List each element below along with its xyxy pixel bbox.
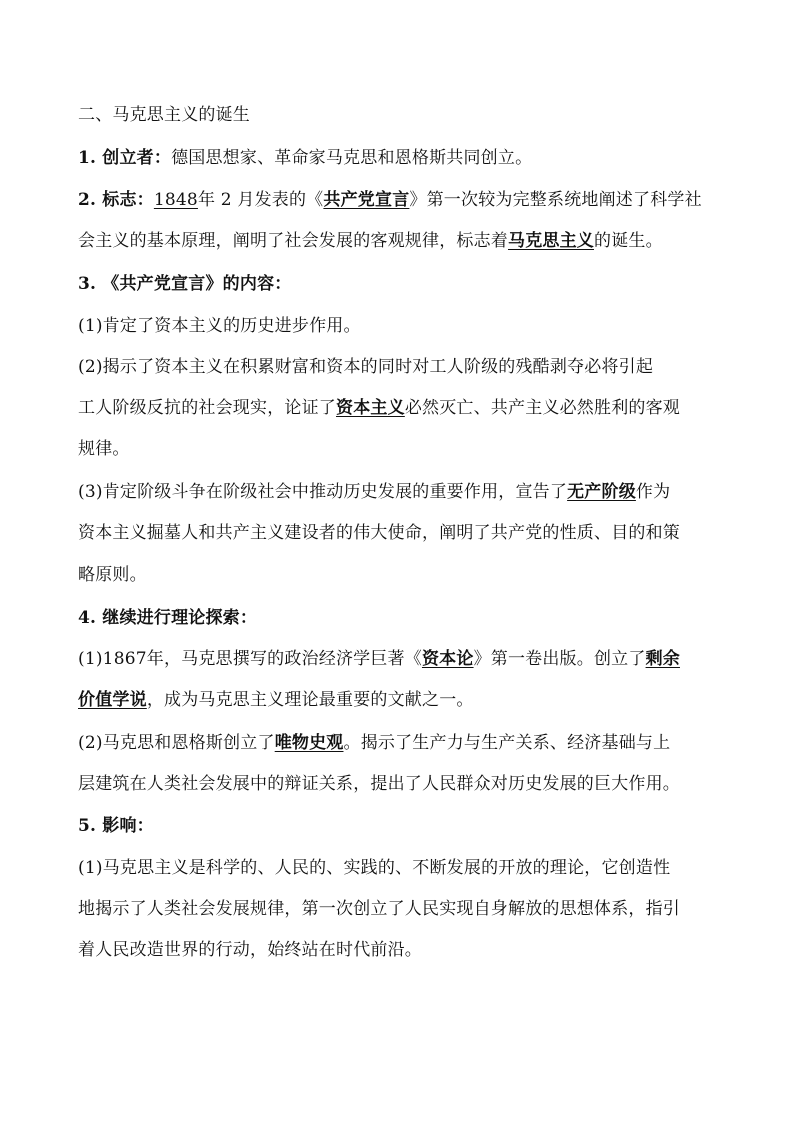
item2-text-a: 年 2 月发表的《 <box>197 190 324 210</box>
item3-p3-line1 <box>78 477 728 507</box>
capitalism-term: 资本主义 <box>336 398 405 418</box>
item4-p2-l2: 层建筑在人类社会发展中的辩证关系，提出了人民群众对历史发展的巨大作用。 <box>78 774 680 794</box>
item4-heading <box>78 603 728 633</box>
item2-line2-b: 的诞生。 <box>594 231 663 251</box>
item3-p2-line2 <box>78 393 728 423</box>
item3-p2-l2-a: 工人阶级反抗的社会现实，论证了 <box>78 398 336 418</box>
marxism-term: 马克思主义 <box>508 231 594 251</box>
item2-text-b: 》第一次较为完整系统地阐述了科学社 <box>409 190 702 210</box>
item3-p2-l3: 规律。 <box>78 439 130 459</box>
item5-label: 5. 影响： <box>78 816 154 836</box>
item4-p1-line2 <box>78 685 728 715</box>
section-title-text: 二、马克思主义的诞生 <box>78 105 250 125</box>
item3-label: 3. 《共产党宣言》的内容： <box>78 274 292 294</box>
item3-p3-line2 <box>78 518 728 548</box>
item4-p1-l1-a: (1)1867年，马克思撰写的政治经济学巨著《 <box>78 649 422 669</box>
surplus-value-term-part1: 剩余 <box>645 649 680 669</box>
item5-l1: (1)马克思主义是科学的、人民的、实践的、不断发展的开放的理论，它创造性 <box>78 858 671 878</box>
item3-heading <box>78 269 728 299</box>
item5-l2: 地揭示了人类社会发展规律，第一次创立了人民实现自身解放的思想体系，指引 <box>78 899 680 919</box>
section-title <box>78 100 728 130</box>
item5-line2 <box>78 894 728 924</box>
year-1848: 1848 <box>153 190 198 210</box>
item4-label: 4. 继续进行理论探索： <box>78 608 258 628</box>
item3-p3-l1-a: (3)肯定阶级斗争在阶级社会中推动历史发展的重要作用，宣告了 <box>78 482 568 502</box>
item4-p2-line1 <box>78 728 728 758</box>
item3-p2-l1: (2)揭示了资本主义在积累财富和资本的同时对工人阶级的残酷剥夺必将引起 <box>78 357 654 377</box>
item1-line <box>78 143 728 173</box>
item3-p3-l1-b: 作为 <box>635 482 671 502</box>
item4-p1-line1 <box>78 644 728 674</box>
proletariat-term: 无产阶级 <box>567 482 636 502</box>
item3-p2-line1 <box>78 352 728 382</box>
item2-line2 <box>78 226 728 256</box>
item5-heading <box>78 811 728 841</box>
item1-text: 德国思想家、革命家马克思和恩格斯共同创立。 <box>171 148 533 168</box>
historical-materialism-term: 唯物史观 <box>274 733 344 753</box>
item4-p1-l2-b: ，成为马克思主义理论最重要的文献之一。 <box>146 690 474 710</box>
item1-label: 1. 创立者： <box>78 148 172 168</box>
item5-line1 <box>78 853 728 883</box>
item2-line1 <box>78 185 728 215</box>
item4-p2-l1-b: 。揭示了生产力与生产关系、经济基础与上 <box>343 733 671 753</box>
item3-p1-text: (1)肯定了资本主义的历史进步作用。 <box>78 316 361 336</box>
item5-line3 <box>78 935 728 965</box>
item2-line2-a: 会主义的基本原理，阐明了社会发展的客观规律，标志着 <box>78 231 508 251</box>
item4-p1-l1-b: 》第一卷出版。创立了 <box>473 649 646 669</box>
item3-p3-line3 <box>78 560 728 590</box>
surplus-value-term-part2: 价值学说 <box>78 690 147 710</box>
manifesto-term: 共产党宣言 <box>323 190 410 210</box>
item3-p2-l2-b: 必然灭亡、共产主义必然胜利的客观 <box>404 398 681 418</box>
item3-p3-l2: 资本主义掘墓人和共产主义建设者的伟大使命，阐明了共产党的性质、目的和策 <box>78 523 680 543</box>
item4-p2-l1-a: (2)马克思和恩格斯创立了 <box>78 733 275 753</box>
item3-p2-line3 <box>78 434 728 464</box>
item3-p3-l3: 略原则。 <box>78 565 147 585</box>
item3-p1 <box>78 311 728 341</box>
item2-label: 2. 标志： <box>78 190 154 210</box>
item4-p2-line2 <box>78 769 728 799</box>
capital-term: 资本论 <box>421 649 474 669</box>
item5-l3: 着人民改造世界的行动，始终站在时代前沿。 <box>78 940 422 960</box>
